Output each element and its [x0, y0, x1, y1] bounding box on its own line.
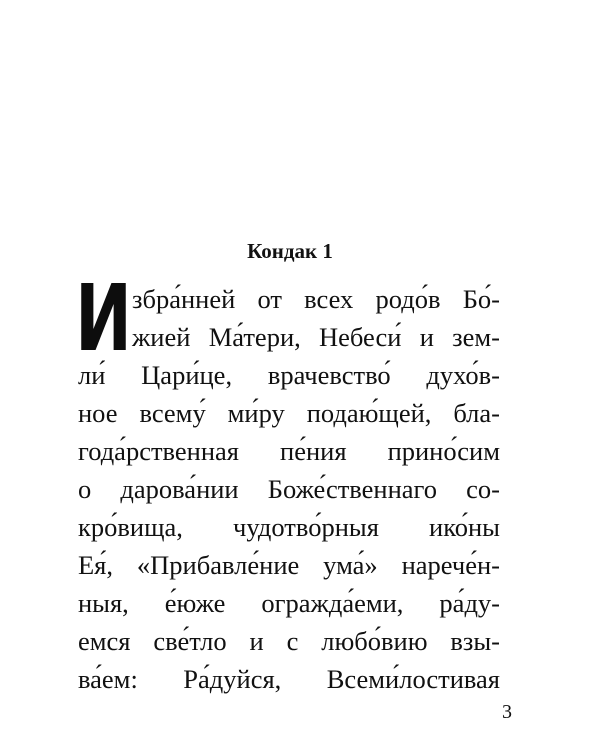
text-line: кро́вища, чудотво́рныя ико́ны [78, 512, 500, 542]
text-line: ныя, е́юже огражда́еми, ра́ду- [78, 588, 500, 618]
text-line: ва́ем: Ра́дуйся, Всеми́лостивая [78, 664, 500, 694]
text-line: ное всему́ ми́ру подаю́щей, бла- [78, 398, 500, 428]
text-line: ли́ Цари́це, врачевство́ духо́в- [78, 360, 500, 390]
text-line: емся све́тло и с любо́вию взы- [78, 626, 500, 656]
section-heading: Кондак 1 [247, 239, 333, 263]
kontakion-text [78, 280, 500, 698]
text-line: збра́нней от всех родо́в Бо́- [132, 284, 500, 314]
drop-cap: И [75, 265, 132, 372]
page-number: 3 [502, 701, 512, 723]
text-line: Ея́, «Прибавле́ние ума́» нарече́н- [78, 550, 500, 580]
text-line: о дарова́нии Боже́ственнаго со- [78, 474, 500, 504]
text-line: года́рственная пе́ния прино́сим [78, 436, 500, 466]
text-line: жией Ма́тери, Небеси́ и зем- [132, 322, 500, 352]
